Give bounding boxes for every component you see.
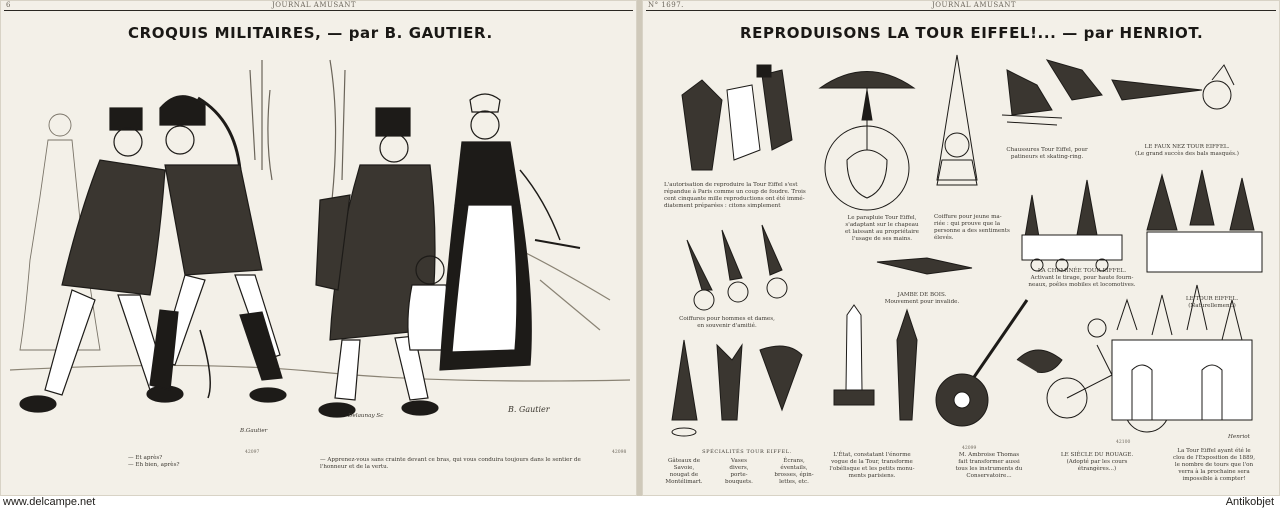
soldier-center	[316, 108, 438, 417]
tower-skates-vignette	[1002, 60, 1102, 125]
caption-cheminee: LA CHEMINÉE TOUR EIFFEL. Activant le tirage, pour haute fourn- neaux, poêles mobiles et locomotives.	[1028, 268, 1136, 288]
left-page-title: CROQUIS MILITAIRES, — par B. GAUTIER.	[128, 24, 493, 42]
figure-number-1: 42099	[962, 446, 977, 451]
false-nose-vignette	[1112, 65, 1234, 109]
caption-vases: Vases divers, porte- bouquets.	[725, 458, 753, 485]
bride-tower-coiffure-vignette	[937, 55, 977, 185]
signature-3: B. Gautier	[508, 405, 550, 414]
figure-number-2: 42098	[612, 450, 627, 455]
caption-jambe: JAMBE DE BOIS. Mouvement pour invalide.	[884, 292, 960, 305]
running-head-page-number: 6	[6, 1, 11, 9]
tower-heads-vignette	[1147, 170, 1262, 272]
signature-2: Delaunay Sc	[348, 413, 384, 419]
wooden-leg-vignette	[877, 258, 972, 274]
instrument-vignette	[936, 300, 1027, 426]
obelisk-vignette	[834, 305, 917, 420]
eiffel-tower-illustrations	[642, 0, 1280, 496]
caption-faux-nez: LE FAUX NEZ TOUR EIFFEL. (Le grand succès des bals masqués.)	[1135, 144, 1239, 157]
caption-thomas: M. Ambroise Thomas fait transformer aussi tous les instruments du Conservatoire...	[955, 452, 1023, 479]
signature: Henriot	[1228, 434, 1250, 440]
caption-ecrans: Écrans, éventails, brosses, épin- lettes, etc.	[774, 458, 814, 485]
umbrella-hat-vignette	[820, 72, 914, 211]
watermark-left: www.delcampe.net	[3, 496, 96, 508]
figure-number-1: 42097	[245, 450, 260, 455]
military-sketch-illustration	[0, 0, 637, 496]
hats-vignette	[687, 225, 787, 310]
woman-in-dress	[440, 94, 580, 370]
locomotive-chimney-vignette	[1022, 180, 1122, 271]
right-page-title: REPRODUISONS LA TOUR EIFFEL!... — par HENRIOT.	[740, 24, 1204, 42]
caption-intro: L'autorisation de reproduire la Tour Eiffel s'est répandue à Paris comme un coup de foudre. Trois cent cinquante mille reproductions ont été immé- diatement préparées : citons simplement	[664, 182, 806, 209]
running-head-issue: N° 1697.	[648, 1, 684, 9]
left-page	[0, 0, 637, 496]
caption-chaussures: Chaussures Tour Eiffel, pour patineurs et skating-ring.	[1006, 147, 1088, 160]
soldier-with-helmet	[150, 96, 286, 402]
caption-coiffures-hommes: Coiffures pour hommes et dames, en souvenir d'amitié.	[679, 316, 775, 329]
signature-1: B.Gautier	[240, 428, 268, 434]
caption-left: — Et après? — Eh bien, après?	[128, 455, 180, 468]
crowd-running-vignette	[682, 65, 792, 170]
right-page	[642, 0, 1280, 496]
caption-final: La Tour Eiffel ayant été le clou de l'Exposition de 1889, le nombre de tours que l'on verra à la prochaine sera impossible à compter!	[1173, 448, 1255, 482]
caption-tour: LE TOUR EIFFEL. (Naturellement.)	[1185, 296, 1239, 309]
caption-gateaux: Gâteaux de Savoie, nougat de Montélimart.	[665, 458, 703, 485]
running-head-journal: JOURNAL AMUSANT	[272, 1, 357, 9]
caption-coiffure-jeune: Coiffure pour jeune ma- riée : qui prouve que la personne a des sentiments élevés.	[934, 214, 1010, 241]
caption-right: — Apprenez-vous sans crainte devant ce bras, qui vous conduira toujours dans le sentier de l'honneur et de la vertu.	[320, 457, 581, 470]
caption-parapluie: Le parapluie Tour Eiffel, s'adaptant sur le chapeau et laissant au propriétaire l'usage de ses mains.	[844, 215, 919, 242]
specialty-objects-vignette	[672, 340, 802, 436]
figure-number-2: 42100	[1116, 440, 1131, 445]
caption-etat: L'État, constatant l'énorme vogue de la Tour, transforme l'obélisque et les petits monu- ments parisiens.	[829, 452, 915, 479]
running-head-journal: JOURNAL AMUSANT	[932, 1, 1017, 9]
caption-siecle: LE SIÈCLE DU ROUAGE. (Adopté par les cours étrangères...)	[1060, 452, 1134, 472]
caption-specialites-head: SPÉCIALITÉS TOUR EIFFEL.	[702, 449, 792, 455]
watermark-bar	[0, 496, 1280, 508]
watermark-right: Antikobjet	[1225, 496, 1274, 508]
